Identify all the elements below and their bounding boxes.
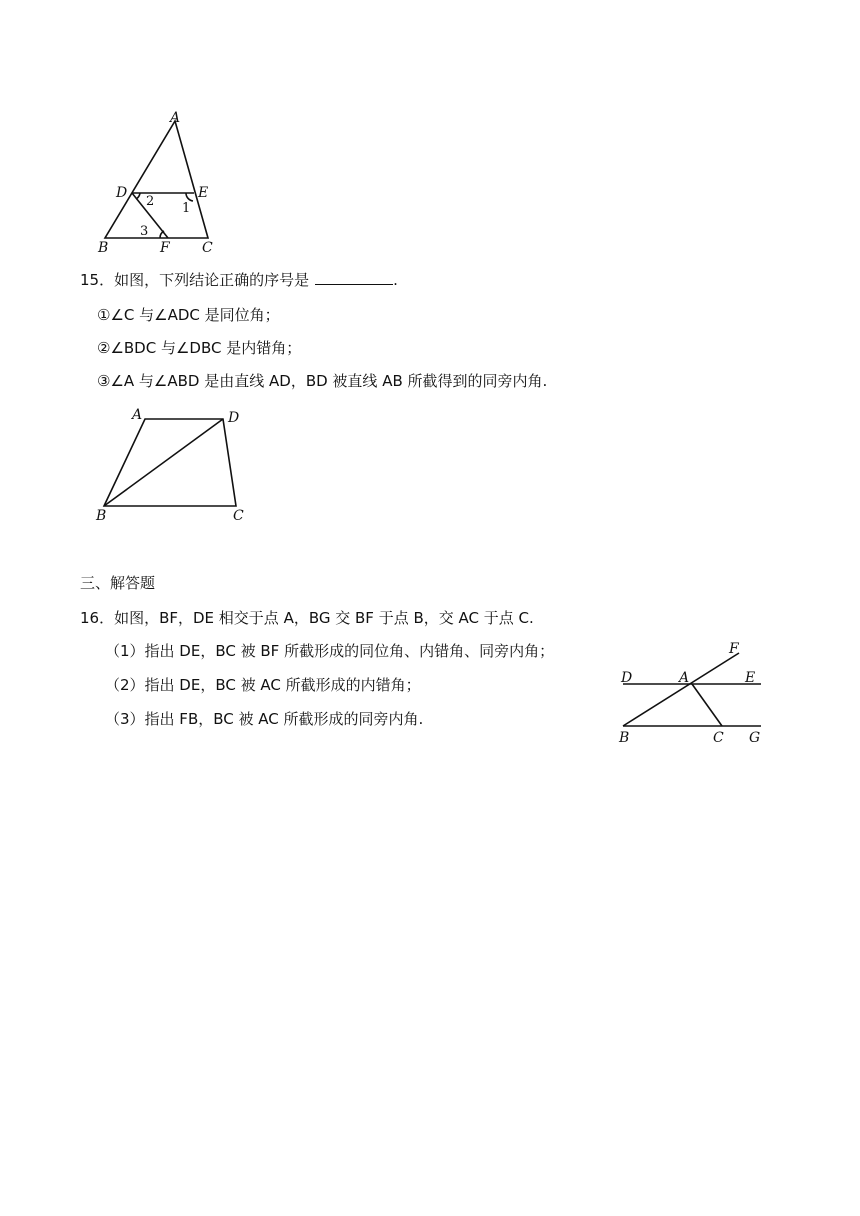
line-bf bbox=[623, 653, 739, 726]
segment-ac bbox=[692, 684, 722, 726]
label-E: E bbox=[198, 185, 209, 201]
label-C: C bbox=[202, 240, 213, 256]
label-C: C bbox=[713, 730, 724, 746]
q16-part-3: （3）指出 FB，BC 被 AC 所截形成的同旁内角. bbox=[105, 710, 424, 728]
answer-blank[interactable] bbox=[315, 270, 393, 285]
section-title: 三、解答题 bbox=[80, 574, 156, 592]
diagonal-bd bbox=[104, 419, 223, 506]
label-A: A bbox=[170, 110, 181, 126]
label-B: B bbox=[96, 508, 107, 524]
q16-part-2: （2）指出 DE，BC 被 AC 所截形成的内错角； bbox=[105, 676, 421, 694]
label-C: C bbox=[233, 508, 244, 524]
q15-option-3: ③∠A 与∠ABD 是由直线 AD，BD 被直线 AB 所截得到的同旁内角. bbox=[97, 372, 548, 390]
label-A: A bbox=[132, 407, 143, 423]
label-B: B bbox=[619, 730, 630, 746]
q15-stem-end: . bbox=[393, 271, 398, 289]
label-angle-1: 1 bbox=[182, 201, 191, 216]
label-B: B bbox=[98, 240, 109, 256]
label-D: D bbox=[621, 670, 633, 686]
label-angle-3: 3 bbox=[140, 224, 149, 239]
trapezoid-figure-q15 bbox=[90, 400, 255, 530]
label-angle-2: 2 bbox=[146, 194, 155, 209]
label-G: G bbox=[749, 730, 761, 746]
label-D: D bbox=[116, 185, 128, 201]
q15-stem bbox=[80, 270, 398, 290]
label-A: A bbox=[679, 670, 690, 686]
q15-option-1: ①∠C 与∠ADC 是同位角； bbox=[97, 306, 280, 324]
angle-1-arc bbox=[186, 193, 193, 201]
lines-figure-q16 bbox=[615, 638, 775, 748]
triangle-figure-q14 bbox=[90, 105, 230, 260]
quadrilateral-abcd bbox=[104, 419, 236, 506]
label-E: E bbox=[745, 670, 756, 686]
label-F: F bbox=[729, 641, 739, 657]
q15-option-2: ②∠BDC 与∠DBC 是内错角； bbox=[97, 339, 302, 357]
triangle-abc bbox=[105, 121, 208, 238]
angle-2-arc bbox=[136, 193, 140, 199]
label-D: D bbox=[228, 410, 240, 426]
angle-3-arc bbox=[160, 231, 164, 238]
q16-stem: 16．如图，BF，DE 相交于点 A，BG 交 BF 于点 B，交 AC 于点 C. bbox=[80, 609, 534, 627]
label-F: F bbox=[160, 240, 170, 256]
q15-stem-text: 15．如图，下列结论正确的序号是 bbox=[80, 271, 310, 289]
q16-part-1: （1）指出 DE，BC 被 BF 所截形成的同位角、内错角、同旁内角； bbox=[105, 642, 555, 660]
